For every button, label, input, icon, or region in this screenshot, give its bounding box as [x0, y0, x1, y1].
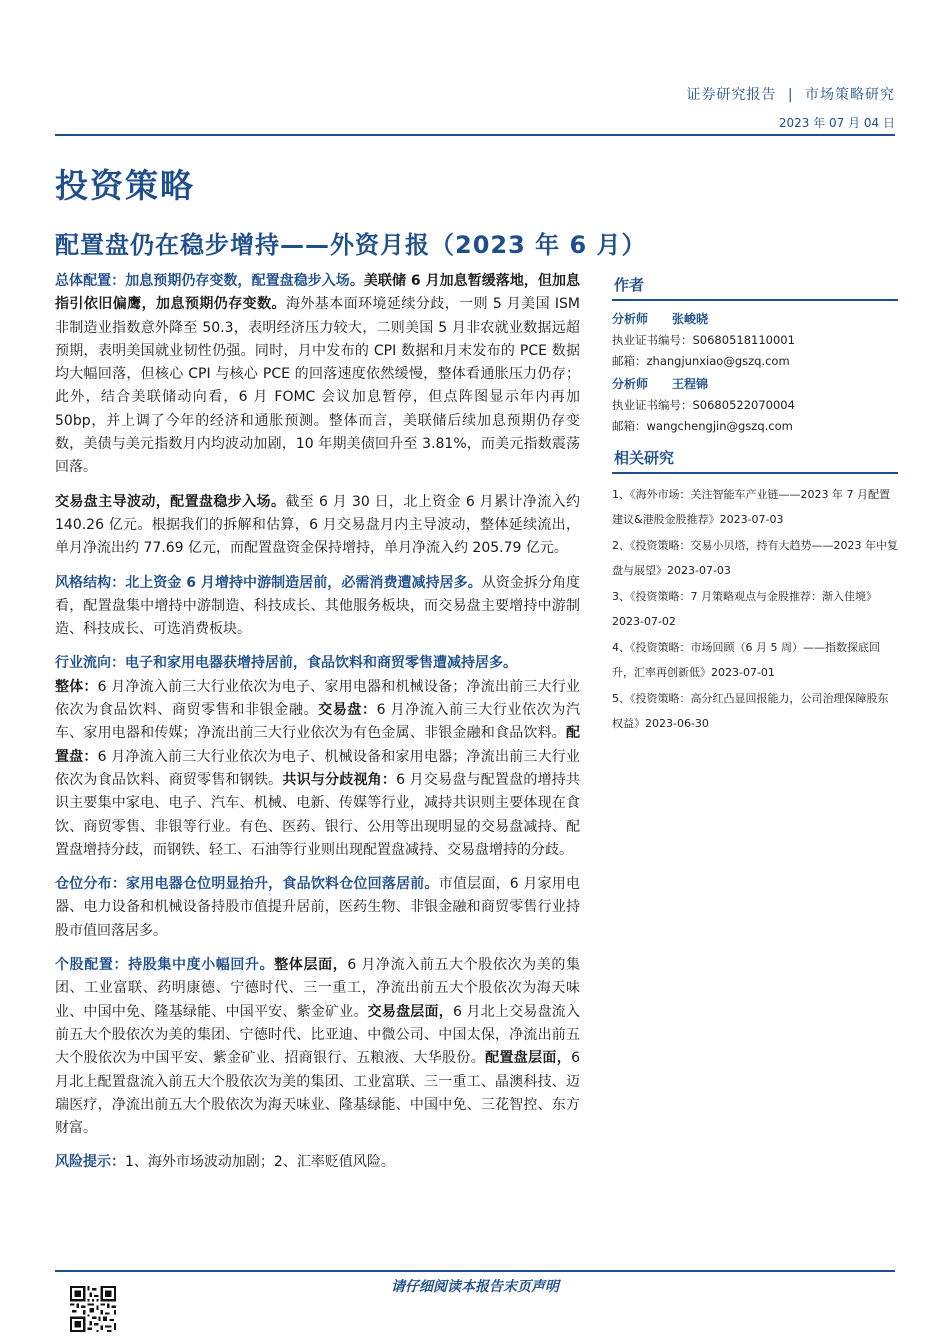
paragraph-trading	[55, 491, 580, 561]
paragraph-text: 6 月交易盘与配置盘的增持共识主要集中家电、电子、汽车、机械、电新、传媒等行业，减持共识则主要体现在食饮、商贸零售、非银等行业。有色、医药、银行、公用等出现明显的交易盘减持、配置盘增持分歧，而钢铁、轻工、石油等行业则出现配置盘减持、交易盘增持的分歧。	[55, 771, 581, 858]
paragraph-text: 从资金拆分角度看，配置盘集中增持中游制造、科技成长、其他服务板块，而交易盘主要增持中游制造、科技成长、可选消费板块。	[55, 574, 580, 638]
paragraph-position	[55, 873, 580, 943]
paragraph-lead: 个股配置：持股集中度小幅回升。	[55, 957, 275, 974]
related-item[interactable]: 3、《投资策略：7 月策略观点与金股推荐：渐入佳境》2023-07-02	[612, 590, 877, 628]
analyst-name: 王程锦	[672, 377, 709, 391]
analyst-email[interactable]: 邮箱：zhangjunxiao@gszq.com	[612, 354, 790, 368]
paragraph-industry	[55, 652, 580, 862]
paragraph-stocks	[55, 954, 580, 1140]
related-item[interactable]: 1、《海外市场：关注智能车产业链——2023 年 7 月配置建议&港股金股推荐》2023-07-03	[612, 488, 890, 526]
category-left: 证券研究报告	[686, 87, 777, 103]
qr-code-icon	[70, 1286, 116, 1332]
paragraph-text: 6 月净流入前三大行业依次为汽车、家用电器和传媒；净流出前三大行业依次为有色金属、非银金融和食品饮料。	[55, 702, 581, 742]
paragraph-text: 海外基本面环境延续分歧，一则 5 月美国 ISM 非制造业指数意外降至 50.3，表明经济压力较大，二则美国 5 月非农就业数据远超预期，表明美国就业韧性仍强。同时，月中发布的 CPI 数据和月末发布的 PCE 数据均大幅回落，但核心 CPI 与核心 PCE 的回落速度依然缓慢，整体看通胀压力仍存；此外，结合美联储动向看，6 月 FOMC 会议加息暂停，但点阵图显示年内再加 50bp，并上调了今年的经济和通胀预测。整体而言，美联储后续加息预期仍存变数，美债与美元指数月内均波动加剧，10 年期美债回升至 3.81%，而美元指数震荡回落。	[55, 296, 580, 476]
paragraph-overall	[55, 270, 580, 480]
header-divider	[55, 134, 895, 136]
analyst-role: 分析师	[612, 377, 649, 391]
category-right: 市场策略研究	[805, 87, 895, 103]
paragraph-bold: 交易盘主导波动，配置盘稳步入场。	[55, 493, 286, 510]
report-category	[686, 84, 895, 104]
footer-disclaimer: 请仔细阅读本报告末页声明	[391, 1279, 559, 1295]
footer-divider	[55, 1270, 895, 1272]
paragraph-text: 6 月净流入前五大个股依次为美的集团、工业富联、药明康德、宁德时代、三一重工，净流出前五大个股依次为海天味业、中国中免、隆基绿能、中国平安、紫金矿业。	[55, 957, 581, 1020]
paragraph-bold: 交易盘层面，	[367, 1003, 453, 1020]
paragraph-text: 6 月北上配置盘流入前五大个股依次为美的集团、工业富联、三一重工、晶澳科技、迈瑞医疗，净流出前五大个股依次为海天味业、隆基绿能、中国中免、三花智控、东方财富。	[55, 1050, 581, 1137]
analyst-card	[612, 309, 898, 372]
paragraph-lead: 总体配置：加息预期仍存变数，配置盘稳步入场。	[55, 273, 364, 289]
paragraph-lead: 行业流向：电子和家用电器获增持居前，食品饮料和商贸零售遭减持居多。	[55, 655, 517, 672]
paragraph-bold: 共识与分歧视角：	[282, 771, 397, 788]
paragraph-text: 市值层面，6 月家用电器、电力设备和机械设备持股市值提升居前，医药生物、非银金融和商贸零售行业持股市值回落居多。	[55, 876, 581, 939]
related-heading: 相关研究	[612, 443, 898, 474]
paragraph-text: 6 月净流入前三大行业依次为电子、机械设备和家用电器；净流出前三大行业依次为食品饮料、商贸零售和钢铁。	[55, 748, 580, 788]
related-item[interactable]: 2、《投资策略：交易小贝塔，持有大趋势——2023 年中复盘与展望》2023-07-03	[612, 539, 898, 577]
paragraph-bold: 交易盘：	[318, 702, 377, 719]
paragraph-lead: 风格结构：北上资金 6 月增持中游制造居前，必需消费遭减持居多。	[55, 574, 482, 591]
paragraph-bold: 整体：	[55, 678, 98, 695]
analyst-license: 执业证书编号：S0680518110001	[612, 333, 795, 347]
analyst-name: 张峻晓	[672, 312, 709, 326]
document-type: 投资策略	[55, 166, 195, 205]
main-summary	[55, 270, 580, 1186]
paragraph-text: 6 月净流入前三大行业依次为电子、家用电器和机械设备；净流出前三大行业依次为食品饮料、商贸零售和非银金融。	[55, 678, 580, 719]
related-item[interactable]: 5、《投资策略：高分红凸显回报能力，公司治理保障股东权益》2023-06-30	[612, 692, 889, 730]
paragraph-bold: 美联储 6 月加息暂缓落地，但加息指引依旧偏鹰，加息预期仍存变数。	[55, 273, 580, 313]
report-header	[686, 84, 895, 131]
sidebar	[612, 270, 898, 737]
category-separator: |	[787, 87, 794, 103]
report-date: 2023 年 07 月 04 日	[778, 116, 895, 130]
paragraph-lead: 风险提示：	[55, 1154, 125, 1171]
paragraph-bold: 整体层面，	[274, 957, 348, 974]
paragraph-bold: 配置盘：	[55, 725, 580, 765]
related-item[interactable]: 4、《投资策略：市场回顾（6 月 5 周）——指数探底回升，汇率再创新低》2023-07-01	[612, 641, 880, 679]
analyst-card	[612, 374, 898, 437]
paragraph-lead: 仓位分布：家用电器仓位明显抬升，食品饮料仓位回落居前。	[55, 876, 439, 893]
paragraph-text: 截至 6 月 30 日，北上资金 6 月累计净流入约 140.26 亿元。根据我们的拆解和估算，6 月交易盘月内主导波动，整体延续流出，单月净流出约 77.69 亿元，而配置盘资金保持增持，单月净流入约 205.79 亿元。	[55, 493, 580, 557]
analyst-license: 执业证书编号：S0680522070004	[612, 398, 795, 412]
paragraph-text: 6 月北上交易盘流入前五大个股依次为美的集团、宁德时代、比亚迪、中微公司、中国太保，净流出前五大个股依次为中国平安、紫金矿业、招商银行、五粮液、大华股份。	[55, 1003, 581, 1067]
paragraph-style	[55, 572, 580, 642]
authors-heading: 作者	[612, 270, 898, 301]
related-list	[612, 482, 898, 736]
paragraph-risk	[55, 1151, 580, 1174]
analyst-email[interactable]: 邮箱：wangchengjin@gszq.com	[612, 419, 793, 433]
paragraph-text: 1、海外市场波动加剧；2、汇率贬值风险。	[125, 1154, 395, 1171]
paragraph-bold: 配置盘层面，	[485, 1050, 572, 1067]
document-title: 配置盘仍在稳步增持——外资月报（2023 年 6 月）	[55, 231, 647, 259]
analyst-role: 分析师	[612, 312, 649, 326]
